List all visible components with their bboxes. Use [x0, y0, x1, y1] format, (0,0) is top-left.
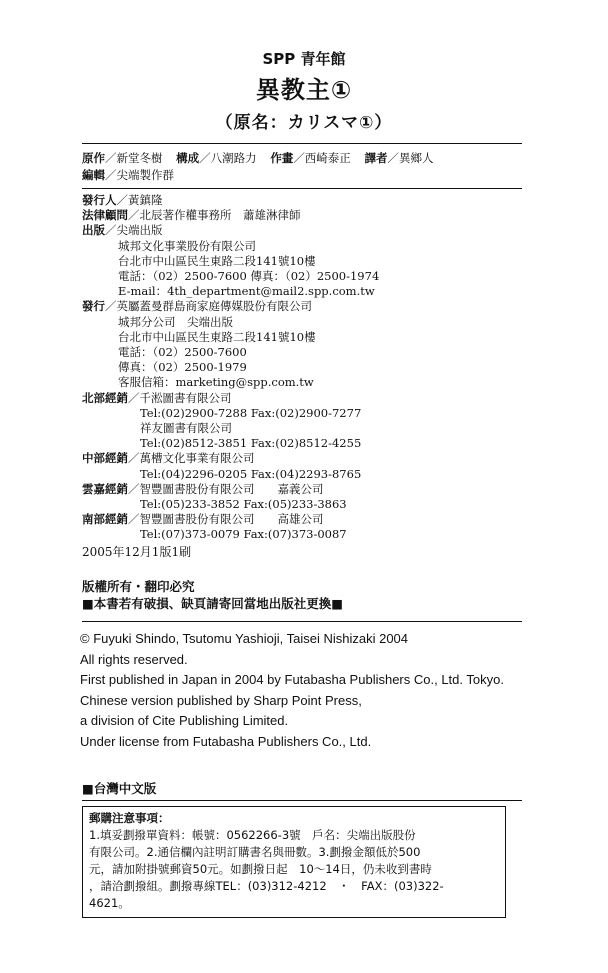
credit-value: ／尖端製作群 [105, 168, 174, 182]
central-distributor-line: 中部經銷／萬槽文化事業有限公司 [82, 451, 255, 466]
divider-credits [82, 188, 522, 189]
rights-line: 版權所有・翻印必究 [82, 579, 195, 594]
mail-order-line: 有限公司。2.通信欄內註明訂購書名與冊數。3.劃撥金額低於500 [89, 845, 421, 859]
publish-detail: 城邦文化事業股份有限公司 [118, 238, 256, 253]
english-copyright [80, 629, 504, 752]
north-detail: 祥友圖書有限公司 [140, 421, 232, 436]
publisher-line: 發行人／黃鎮隆 [82, 193, 163, 207]
credit-label: 編輯 [82, 168, 105, 182]
divider-top [82, 143, 522, 144]
distribute-detail: 電話：（02）2500-7600 [118, 345, 247, 360]
credit-label: 作畫 [270, 151, 294, 165]
copyright-line: a division of Cite Publishing Limited. [80, 713, 289, 728]
south-distributor-line: 南部經銷／智豐圖書股份有限公司 高雄公司 [82, 512, 324, 527]
distribute-detail: 台北市中山區民生東路二段141號10樓 [118, 329, 316, 344]
distribute-detail: 客服信箱：marketing@spp.com.tw [118, 375, 314, 390]
edition-date: 2005年12月1版1刷 [82, 545, 192, 559]
central-detail: Tel:(04)2296-0205 Fax:(04)2293-8765 [140, 466, 362, 481]
distribute-line: 發行／英屬蓋曼群島商家庭傳媒股份有限公司 [82, 299, 312, 314]
book-title: 異教主① [255, 76, 353, 104]
credit-label: 構成 [176, 151, 200, 165]
credit-label: 譯者 [364, 151, 388, 165]
credit-value: ／異鄉人 [387, 151, 434, 165]
taiwan-edition-label: ■台灣中文版 [82, 779, 522, 801]
mail-order-line: 元，請加附掛號郵資50元。如劃撥日起 10～14日，仍未收到書時 [89, 862, 432, 876]
credits-row-1 [82, 150, 433, 166]
publish-detail: E-mail：4th_department@mail2.spp.com.tw [118, 284, 375, 299]
copyright-line: All rights reserved. [80, 651, 188, 667]
credits-row-2 [82, 167, 174, 183]
rights-notice [82, 578, 343, 612]
original-title: （原名：カリスマ①） [215, 113, 393, 133]
mail-order-line: 4621。 [89, 896, 130, 910]
copyright-line: Chinese version published by Sharp Point Press, [80, 692, 362, 708]
distribute-detail: 傳真：（02）2500-1979 [118, 360, 247, 375]
copyright-line: Under license from Futabasha Publishers Co., Ltd. [80, 733, 372, 749]
publishing-info [82, 193, 379, 543]
north-distributor-line: 北部經銷／千淞圖書有限公司 [82, 390, 232, 405]
north-detail: Tel:(02)2900-7288 Fax:(02)2900-7277 [140, 405, 362, 420]
publish-detail: 台北市中山區民生東路二段141號10樓 [118, 253, 316, 268]
publish-line: 出版／尖端出版 [82, 223, 163, 238]
rights-line: ■本書若有破損、缺頁請寄回當地出版社更換■ [82, 596, 344, 611]
south-detail: Tel:(07)373-0079 Fax:(07)373-0087 [140, 527, 347, 542]
series-name: SPP 青年館 [262, 50, 346, 68]
chiayi-distributor-line: 雲嘉經銷／智豐圖書股份有限公司 嘉義公司 [82, 481, 324, 496]
mail-order-line: ，請洽劃撥組。劃撥專線TEL：(03)312-4212 ・ FAX：(03)322- [89, 879, 444, 893]
copyright-line: © Fuyuki Shindo, Tsutomu Yashioji, Taisei Nishizaki 2004 [80, 631, 409, 646]
credit-value: ／八潮路力 [199, 151, 257, 165]
credit-value: ／新堂冬樹 [105, 151, 163, 165]
mail-order-line: 1.填妥劃撥單資料：帳號：0562266-3號 戶名：尖端出版股份 [89, 828, 416, 842]
chiayi-detail: Tel:(05)233-3852 Fax:(05)233-3863 [140, 497, 347, 512]
north-detail: Tel:(02)8512-3851 Fax:(02)8512-4255 [140, 436, 362, 451]
mail-order-notice-box [82, 806, 506, 918]
legal-line: 法律顧問／北辰著作權事務所 蕭雄淋律師 [82, 208, 301, 223]
divider-rights [82, 621, 522, 622]
credit-value: ／西崎泰正 [293, 151, 351, 165]
copyright-line: First published in Japan in 2004 by Futabasha Publishers Co., Ltd. Tokyo. [80, 672, 504, 687]
credit-label: 原作 [82, 151, 105, 165]
distribute-detail: 城邦分公司 尖端出版 [118, 314, 233, 329]
mail-order-heading: 郵購注意事項： [89, 811, 170, 825]
publish-detail: 電話：（02）2500-7600 傳真：（02）2500-1974 [118, 269, 380, 284]
